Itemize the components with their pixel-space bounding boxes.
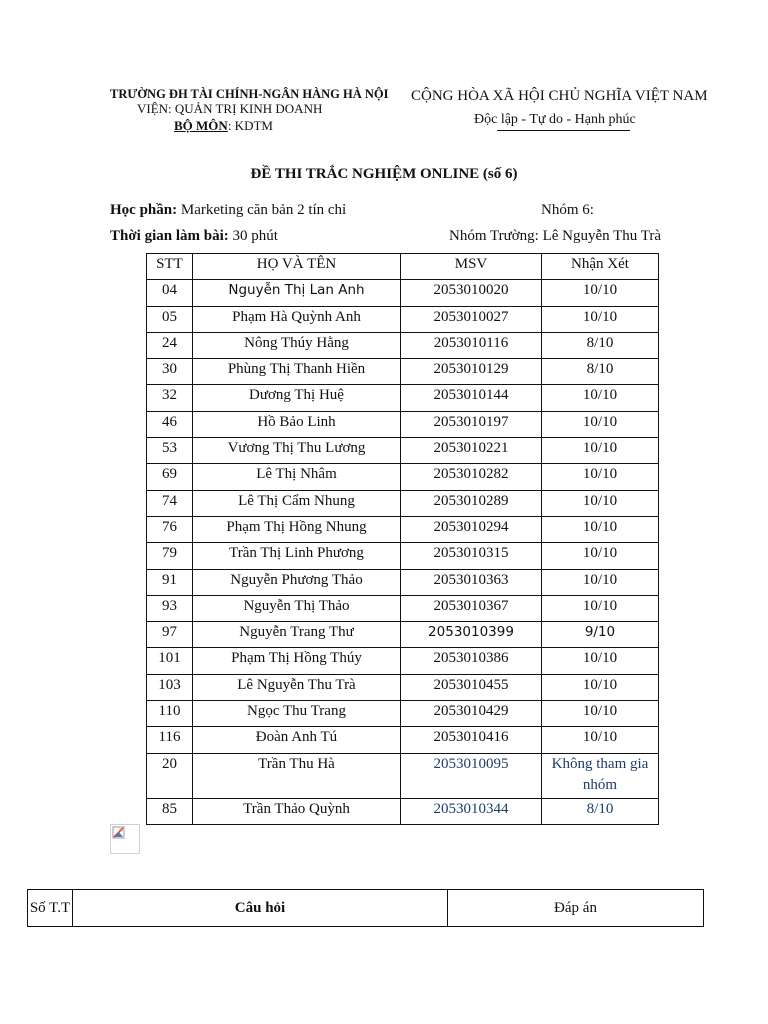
cell-name: Trần Thị Linh Phương	[193, 543, 401, 569]
cell-remark: 8/10	[542, 798, 659, 824]
cell-msv: 2053010221	[401, 438, 542, 464]
table-row	[147, 622, 659, 648]
cell-name: Nguyễn Phương Thảo	[193, 569, 401, 595]
cell-stt: 97	[147, 622, 193, 648]
cell-stt: 24	[147, 332, 193, 358]
cell-msv: 2053010144	[401, 385, 542, 411]
cell-msv: 2053010386	[401, 648, 542, 674]
course-label: Học phần:	[110, 202, 178, 218]
header-name: HỌ VÀ TÊN	[193, 254, 401, 280]
cell-name: Dương Thị Huệ	[193, 385, 401, 411]
table-row	[147, 332, 659, 358]
cell-msv: 2053010020	[401, 280, 542, 306]
cell-name: Trần Thảo Quỳnh	[193, 798, 401, 824]
table-row	[147, 411, 659, 437]
course-line	[110, 202, 346, 219]
cell-name: Nguyễn Thị Lan Anh	[193, 280, 401, 306]
cell-remark: 10/10	[542, 516, 659, 542]
cell-name: Vương Thị Thu Lương	[193, 438, 401, 464]
table-row	[147, 464, 659, 490]
table-header-row	[147, 254, 659, 280]
cell-stt: 79	[147, 543, 193, 569]
cell-msv: 2053010399	[401, 622, 542, 648]
cell-remark: 10/10	[542, 543, 659, 569]
national-motto: Độc lập - Tự do - Hạnh phúc	[474, 112, 636, 127]
cell-remark: 10/10	[542, 411, 659, 437]
question-header-row	[28, 890, 704, 927]
cell-remark: Không tham gia nhóm	[542, 753, 659, 798]
header-answer: Đáp án	[448, 890, 704, 927]
cell-name: Phùng Thị Thanh Hiền	[193, 359, 401, 385]
table-row	[147, 543, 659, 569]
cell-remark: 8/10	[542, 359, 659, 385]
cell-remark: 10/10	[542, 385, 659, 411]
cell-name: Ngọc Thu Trang	[193, 701, 401, 727]
cell-name: Phạm Thị Hồng Nhung	[193, 516, 401, 542]
header-number: Số T.T	[28, 890, 73, 927]
cell-stt: 30	[147, 359, 193, 385]
cell-name: Trần Thu Hà	[193, 753, 401, 798]
question-table	[27, 889, 704, 927]
cell-msv: 2053010416	[401, 727, 542, 753]
group-leader: Nhóm Trường: Lê Nguyễn Thu Trà	[449, 228, 662, 244]
cell-remark: 10/10	[542, 701, 659, 727]
cell-name: Lê Nguyễn Thu Trà	[193, 674, 401, 700]
table-row	[147, 306, 659, 332]
cell-stt: 05	[147, 306, 193, 332]
cell-remark: 10/10	[542, 595, 659, 621]
cell-stt: 101	[147, 648, 193, 674]
department-line	[174, 118, 273, 134]
cell-name: Nguyễn Thị Thảo	[193, 595, 401, 621]
cell-remark: 10/10	[542, 648, 659, 674]
time-value: 30 phút	[228, 228, 278, 244]
table-row	[147, 516, 659, 542]
cell-remark: 10/10	[542, 438, 659, 464]
course-value: Marketing căn bản 2 tín chỉ	[177, 202, 347, 218]
cell-remark: 10/10	[542, 280, 659, 306]
exam-title: ĐỀ THI TRẮC NGHIỆM ONLINE (số 6)	[250, 166, 518, 182]
table-row	[147, 648, 659, 674]
cell-msv: 2053010429	[401, 701, 542, 727]
table-row	[147, 490, 659, 516]
cell-msv: 2053010116	[401, 332, 542, 358]
table-row	[147, 595, 659, 621]
cell-name: Lê Thị Nhâm	[193, 464, 401, 490]
cell-name: Nguyễn Trang Thư	[193, 622, 401, 648]
table-row	[147, 438, 659, 464]
cell-msv: 2053010027	[401, 306, 542, 332]
cell-msv: 2053010315	[401, 543, 542, 569]
cell-msv: 2053010367	[401, 595, 542, 621]
broken-image-icon	[110, 824, 140, 854]
cell-stt: 91	[147, 569, 193, 595]
cell-stt: 04	[147, 280, 193, 306]
cell-msv: 2053010197	[401, 411, 542, 437]
cell-stt: 76	[147, 516, 193, 542]
cell-msv: 2053010282	[401, 464, 542, 490]
table-row	[147, 727, 659, 753]
time-label: Thời gian làm bài:	[110, 228, 229, 244]
cell-remark: 10/10	[542, 727, 659, 753]
cell-stt: 103	[147, 674, 193, 700]
student-table	[146, 253, 659, 825]
cell-remark: 10/10	[542, 490, 659, 516]
cell-remark: 10/10	[542, 306, 659, 332]
cell-name: Phạm Thị Hồng Thúy	[193, 648, 401, 674]
cell-stt: 69	[147, 464, 193, 490]
institute-name: VIỆN: QUẢN TRỊ KINH DOANH	[137, 101, 323, 116]
table-row	[147, 569, 659, 595]
table-row	[147, 674, 659, 700]
cell-stt: 93	[147, 595, 193, 621]
department-label: BỘ MÔN	[174, 118, 228, 133]
cell-stt: 110	[147, 701, 193, 727]
cell-remark: 10/10	[542, 569, 659, 595]
cell-name: Hồ Bảo Linh	[193, 411, 401, 437]
header-msv: MSV	[401, 254, 542, 280]
cell-remark: 9/10	[542, 622, 659, 648]
cell-stt: 116	[147, 727, 193, 753]
cell-msv: 2053010344	[401, 798, 542, 824]
cell-msv: 2053010095	[401, 753, 542, 798]
cell-remark: 8/10	[542, 332, 659, 358]
header-question: Câu hỏi	[73, 890, 448, 927]
department-value: : KDTM	[227, 118, 273, 133]
cell-stt: 74	[147, 490, 193, 516]
cell-name: Đoàn Anh Tú	[193, 727, 401, 753]
cell-stt: 53	[147, 438, 193, 464]
cell-stt: 32	[147, 385, 193, 411]
table-row	[147, 753, 659, 798]
cell-stt: 85	[147, 798, 193, 824]
cell-msv: 2053010363	[401, 569, 542, 595]
cell-name: Phạm Hà Quỳnh Anh	[193, 306, 401, 332]
table-row	[147, 798, 659, 824]
cell-name: Nông Thúy Hằng	[193, 332, 401, 358]
cell-name: Lê Thị Cẩm Nhung	[193, 490, 401, 516]
header-stt: STT	[147, 254, 193, 280]
table-row	[147, 701, 659, 727]
header-remark: Nhận Xét	[542, 254, 659, 280]
broken-image-glyph	[111, 825, 139, 853]
cell-msv: 2053010294	[401, 516, 542, 542]
cell-msv: 2053010129	[401, 359, 542, 385]
cell-remark: 10/10	[542, 464, 659, 490]
time-line	[110, 228, 278, 245]
national-title: CỘNG HÒA XÃ HỘI CHỦ NGHĨA VIỆT NAM	[411, 88, 708, 104]
cell-msv: 2053010289	[401, 490, 542, 516]
cell-stt: 46	[147, 411, 193, 437]
cell-msv: 2053010455	[401, 674, 542, 700]
motto-underline	[497, 130, 630, 131]
table-row	[147, 359, 659, 385]
table-row	[147, 280, 659, 306]
cell-stt: 20	[147, 753, 193, 798]
table-row	[147, 385, 659, 411]
university-name: TRƯỜNG ĐH TÀI CHÍNH-NGÂN HÀNG HÀ NỘI	[110, 87, 389, 101]
group-label: Nhóm 6:	[541, 202, 594, 218]
cell-remark: 10/10	[542, 674, 659, 700]
